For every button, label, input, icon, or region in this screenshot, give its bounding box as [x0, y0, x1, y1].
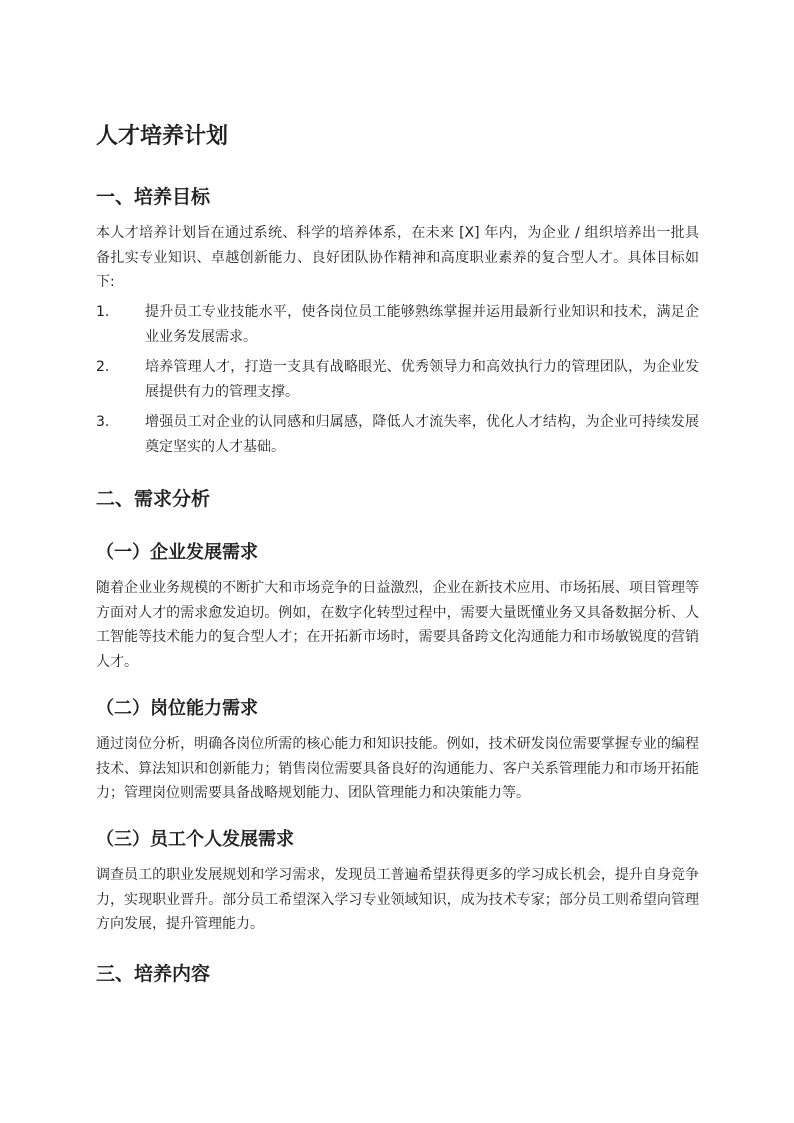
goal-item-3 — [96, 410, 699, 459]
subsection-heading-position: （二）岗位能力需求 — [96, 698, 258, 719]
section-heading-content: 三、培养内容 — [96, 963, 211, 985]
goal-text: 增强员工对企业的认同感和归属感，降低人才流失率，优化人才结构，为企业可持续发展奠定坚实的人才基础。 — [145, 414, 699, 455]
goal-number: 2. — [96, 359, 110, 375]
position-needs-paragraph: 通过岗位分析，明确各岗位所需的核心能力和知识技能。例如，技术研发岗位需要掌握专业的编程技术、算法知识和创新能力；销售岗位需要具备良好的沟通能力、客户关系管理能力和市场开拓能力；管理岗位则需要具备战略规划能力、团队管理能力和决策能力等。 — [96, 736, 699, 801]
document-title: 人才培养计划 — [96, 124, 229, 149]
subsection-heading-personal: （三）员工个人发展需求 — [96, 829, 294, 850]
enterprise-needs-paragraph: 随着企业业务规模的不断扩大和市场竞争的日益激烈，企业在新技术应用、市场拓展、项目管理等方面对人才的需求愈发迫切。例如，在数字化转型过程中，需要大量既懂业务又具备数据分析、人工智能等技术能力的复合型人才；在开拓新市场时，需要具备跨文化沟通能力和市场敏锐度的营销人才。 — [96, 580, 699, 670]
goal-number: 3. — [96, 414, 110, 430]
section-heading-needs: 二、需求分析 — [96, 488, 211, 510]
goal-number: 1. — [96, 304, 110, 320]
goals-list — [96, 300, 699, 459]
goal-text: 提升员工专业技能水平，使各岗位员工能够熟练掌握并运用最新行业知识和技术，满足企业业务发展需求。 — [145, 304, 699, 345]
goal-text: 培养管理人才，打造一支具有战略眼光、优秀领导力和高效执行力的管理团队，为企业发展提供有力的管理支撑。 — [145, 359, 699, 400]
goals-intro-paragraph: 本人才培养计划旨在通过系统、科学的培养体系，在未来 [X] 年内，为企业 / 组织培养出一批具备扎实专业知识、卓越创新能力、良好团队协作精神和高度职业素养的复合型人才。具体目标如下: — [96, 225, 699, 290]
personal-needs-paragraph: 调查员工的职业发展规划和学习需求，发现员工普遍希望获得更多的学习成长机会，提升自身竞争力，实现职业晋升。部分员工希望深入学习专业领域知识，成为技术专家；部分员工则希望向管理方向发展，提升管理能力。 — [96, 867, 699, 932]
goal-item-1 — [96, 300, 699, 349]
section-heading-goals: 一、培养目标 — [96, 186, 211, 208]
subsection-heading-enterprise: （一）企业发展需求 — [96, 542, 258, 563]
goal-item-2 — [96, 355, 699, 404]
